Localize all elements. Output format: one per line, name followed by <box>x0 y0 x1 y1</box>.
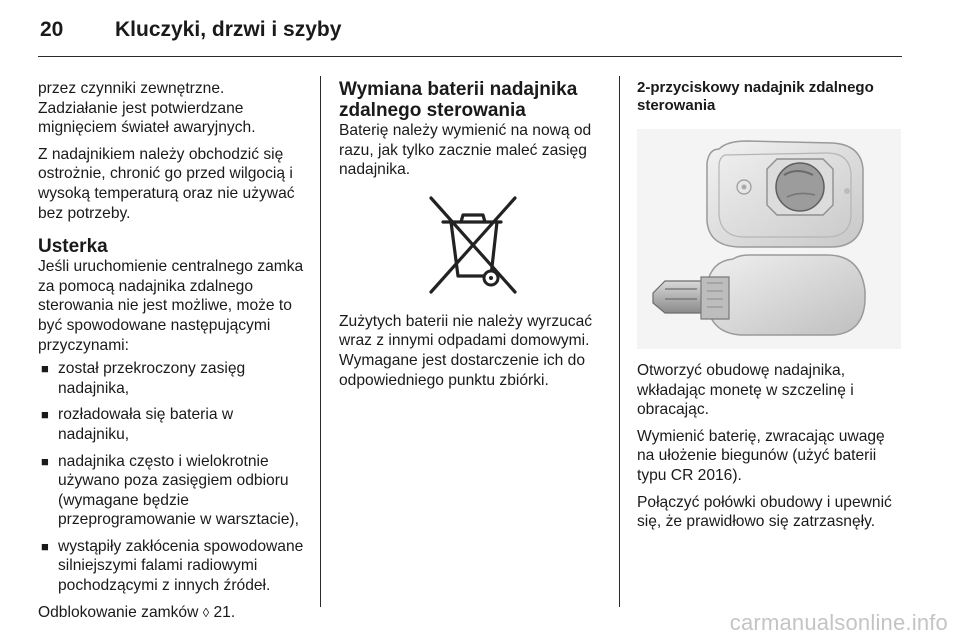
list-item <box>38 537 308 596</box>
bullet-icon: ■ <box>41 453 49 469</box>
column-divider-left <box>320 76 321 607</box>
column-divider-right <box>619 76 620 607</box>
page-reference-arrow-icon: ◊ <box>202 604 210 620</box>
bullet-icon: ■ <box>41 407 49 423</box>
cross-reference-page[interactable]: 21. <box>213 603 236 621</box>
key-fob-battery-illustration <box>637 129 901 349</box>
column-1 <box>38 79 308 629</box>
battery-replacement-heading: Wymiana baterii nadajnika zdalnego sterowania <box>339 79 578 121</box>
chapter-title: Kluczyki, drzwi i szyby <box>115 18 342 41</box>
crossed-out-wheelie-bin-icon <box>421 192 525 298</box>
list-item-text: wystąpiły zakłócenia spowodowane silniejszymi falami radiowymi pochodzącymi z innych źródeł. <box>58 537 304 595</box>
intro-paragraph-2: Z nadajnikiem należy obchodzić się ostrożnie, chronić go przed wilgocią i wysoką temperaturą oraz nie używać bez potrzeby. <box>38 145 295 222</box>
header-rule <box>38 56 902 57</box>
replace-battery-paragraph: Wymienić baterię, zwracając uwagę na ułożenie biegunów (użyć baterii typu CR 2016). <box>637 427 885 484</box>
list-item <box>38 359 308 398</box>
disposal-paragraph: Zużytych baterii nie należy wyrzucać wraz z innymi odpadami domowymi. Wymagane jest dostarczenie ich do odpowiedniego punktu zbiórki. <box>339 312 593 389</box>
list-item-text: nadajnika często i wielokrotnie używano poza zasięgiem odbioru (wymagane będzie przeprogramowanie w warsztacie), <box>58 452 299 529</box>
bullet-icon: ■ <box>41 538 49 554</box>
battery-replacement-paragraph: Baterię należy wymienić na nową od razu, jak tylko zacznie maleć zasięg nadajnika. <box>339 122 592 179</box>
page-number: 20 <box>40 18 64 41</box>
cross-reference-text: Odblokowanie zamków <box>38 603 199 621</box>
fault-intro: Jeśli uruchomienie centralnego zamka za pomocą nadajnika zdalnego sterowania nie jest możliwe, może to być spowodowane następującymi przyczynami: <box>38 258 304 354</box>
cross-reference <box>38 603 308 623</box>
list-item-text: został przekroczony zasięg nadajnika, <box>58 360 246 397</box>
cause-list <box>38 359 308 596</box>
column-2 <box>339 79 607 397</box>
intro-paragraph-1: przez czynniki zewnętrzne. Zadziałanie jest potwierdzane mignięciem świateł awaryjnych. <box>38 80 256 137</box>
watermark: carmanualsonline.info <box>729 610 948 635</box>
open-housing-paragraph: Otworzyć obudowę nadajnika, wkładając monetę w szczelinę i obracając. <box>637 362 854 419</box>
fault-heading: Usterka <box>38 236 108 258</box>
list-item <box>38 405 308 444</box>
close-housing-paragraph: Połączyć połówki obudowy i upewnić się, że prawidłowo się zatrzasnęły. <box>637 493 892 531</box>
bullet-icon: ■ <box>41 361 49 377</box>
list-item <box>38 452 308 530</box>
list-item-text: rozładowała się bateria w nadajniku, <box>58 406 234 443</box>
two-button-transmitter-heading: 2-przyciskowy nadajnik zdalnego sterowania <box>637 79 874 114</box>
column-3 <box>637 79 905 539</box>
